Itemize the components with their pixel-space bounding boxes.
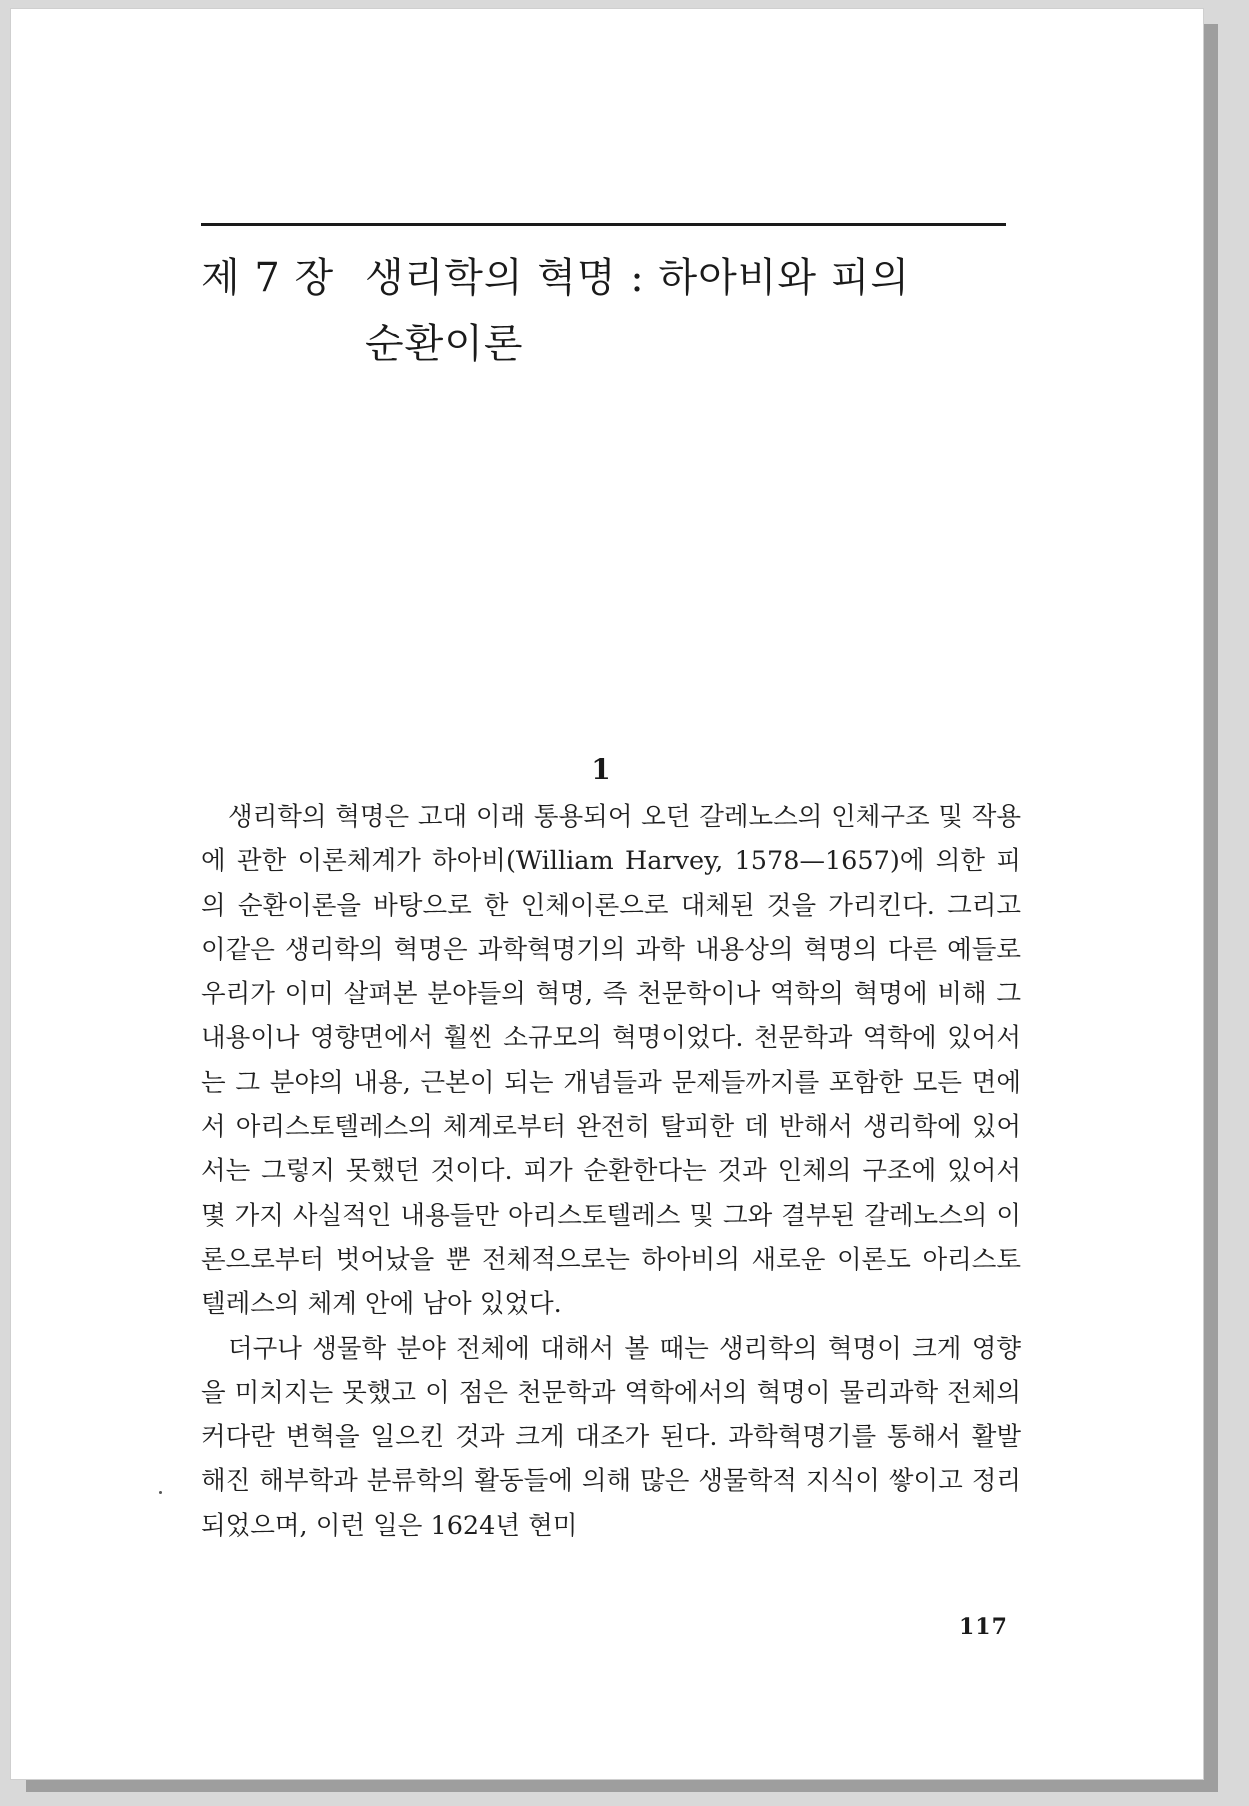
chapter-title-line2: 순환이론: [365, 321, 524, 367]
book-page: [10, 8, 1204, 1780]
chapter-number: 제 7 장: [201, 255, 335, 301]
body-text: [201, 795, 1021, 1548]
chapter-heading: [201, 245, 1021, 377]
paragraph-1: 생리학의 혁명은 고대 이래 통용되어 오던 갈레노스의 인체구조 및 작용에 관한 이론체계가 하아비(William Harvey, 1578—1657)에 의한 피의 순환이론을 바탕으로 한 인체이론으로 대체된 것을 가리킨다. 그리고 이같은 생리학의 혁명은 과학혁명기의 과학 내용상의 혁명의 다른 예들로 우리가 이미 살펴본 분야들의 혁명, 즉 천문학이나 역학의 혁명에 비해 그 내용이나 영향면에서 훨씬 소규모의 혁명이었다. 천문학과 역학에 있어서는 그 분야의 내용, 근본이 되는 개념들과 문제들까지를 포함한 모든 면에서 아리스토텔레스의 체계로부터 완전히 탈피한 데 반해서 생리학에 있어서는 그렇지 못했던 것이다. 피가 순환한다는 것과 인체의 구조에 있어서 몇 가지 사실적인 내용들만 아리스토텔레스 및 그와 결부된 갈레노스의 이론으로부터 벗어났을 뿐 전체적으로는 하아비의 새로운 이론도 아리스토텔레스의 체계 안에 남아 있었다.: [201, 802, 1021, 1320]
chapter-rule: [201, 223, 1006, 226]
page-number: 117: [959, 1614, 1008, 1640]
print-speck: [159, 1491, 162, 1494]
chapter-title-line1: 생리학의 혁명 : 하아비와 피의: [365, 255, 911, 301]
paragraph-2: 더구나 생물학 분야 전체에 대해서 볼 때는 생리학의 혁명이 크게 영향을 미치지는 못했고 이 점은 천문학과 역학에서의 혁명이 물리과학 전체의 커다란 변혁을 일으킨 것과 크게 대조가 된다. 과학혁명기를 통해서 활발해진 해부학과 분류학의 활동들에 의해 많은 생물학적 지식이 쌓이고 정리되었으며, 이런 일은 1624년 현미: [201, 1333, 1021, 1541]
section-number: 1: [591, 753, 611, 786]
